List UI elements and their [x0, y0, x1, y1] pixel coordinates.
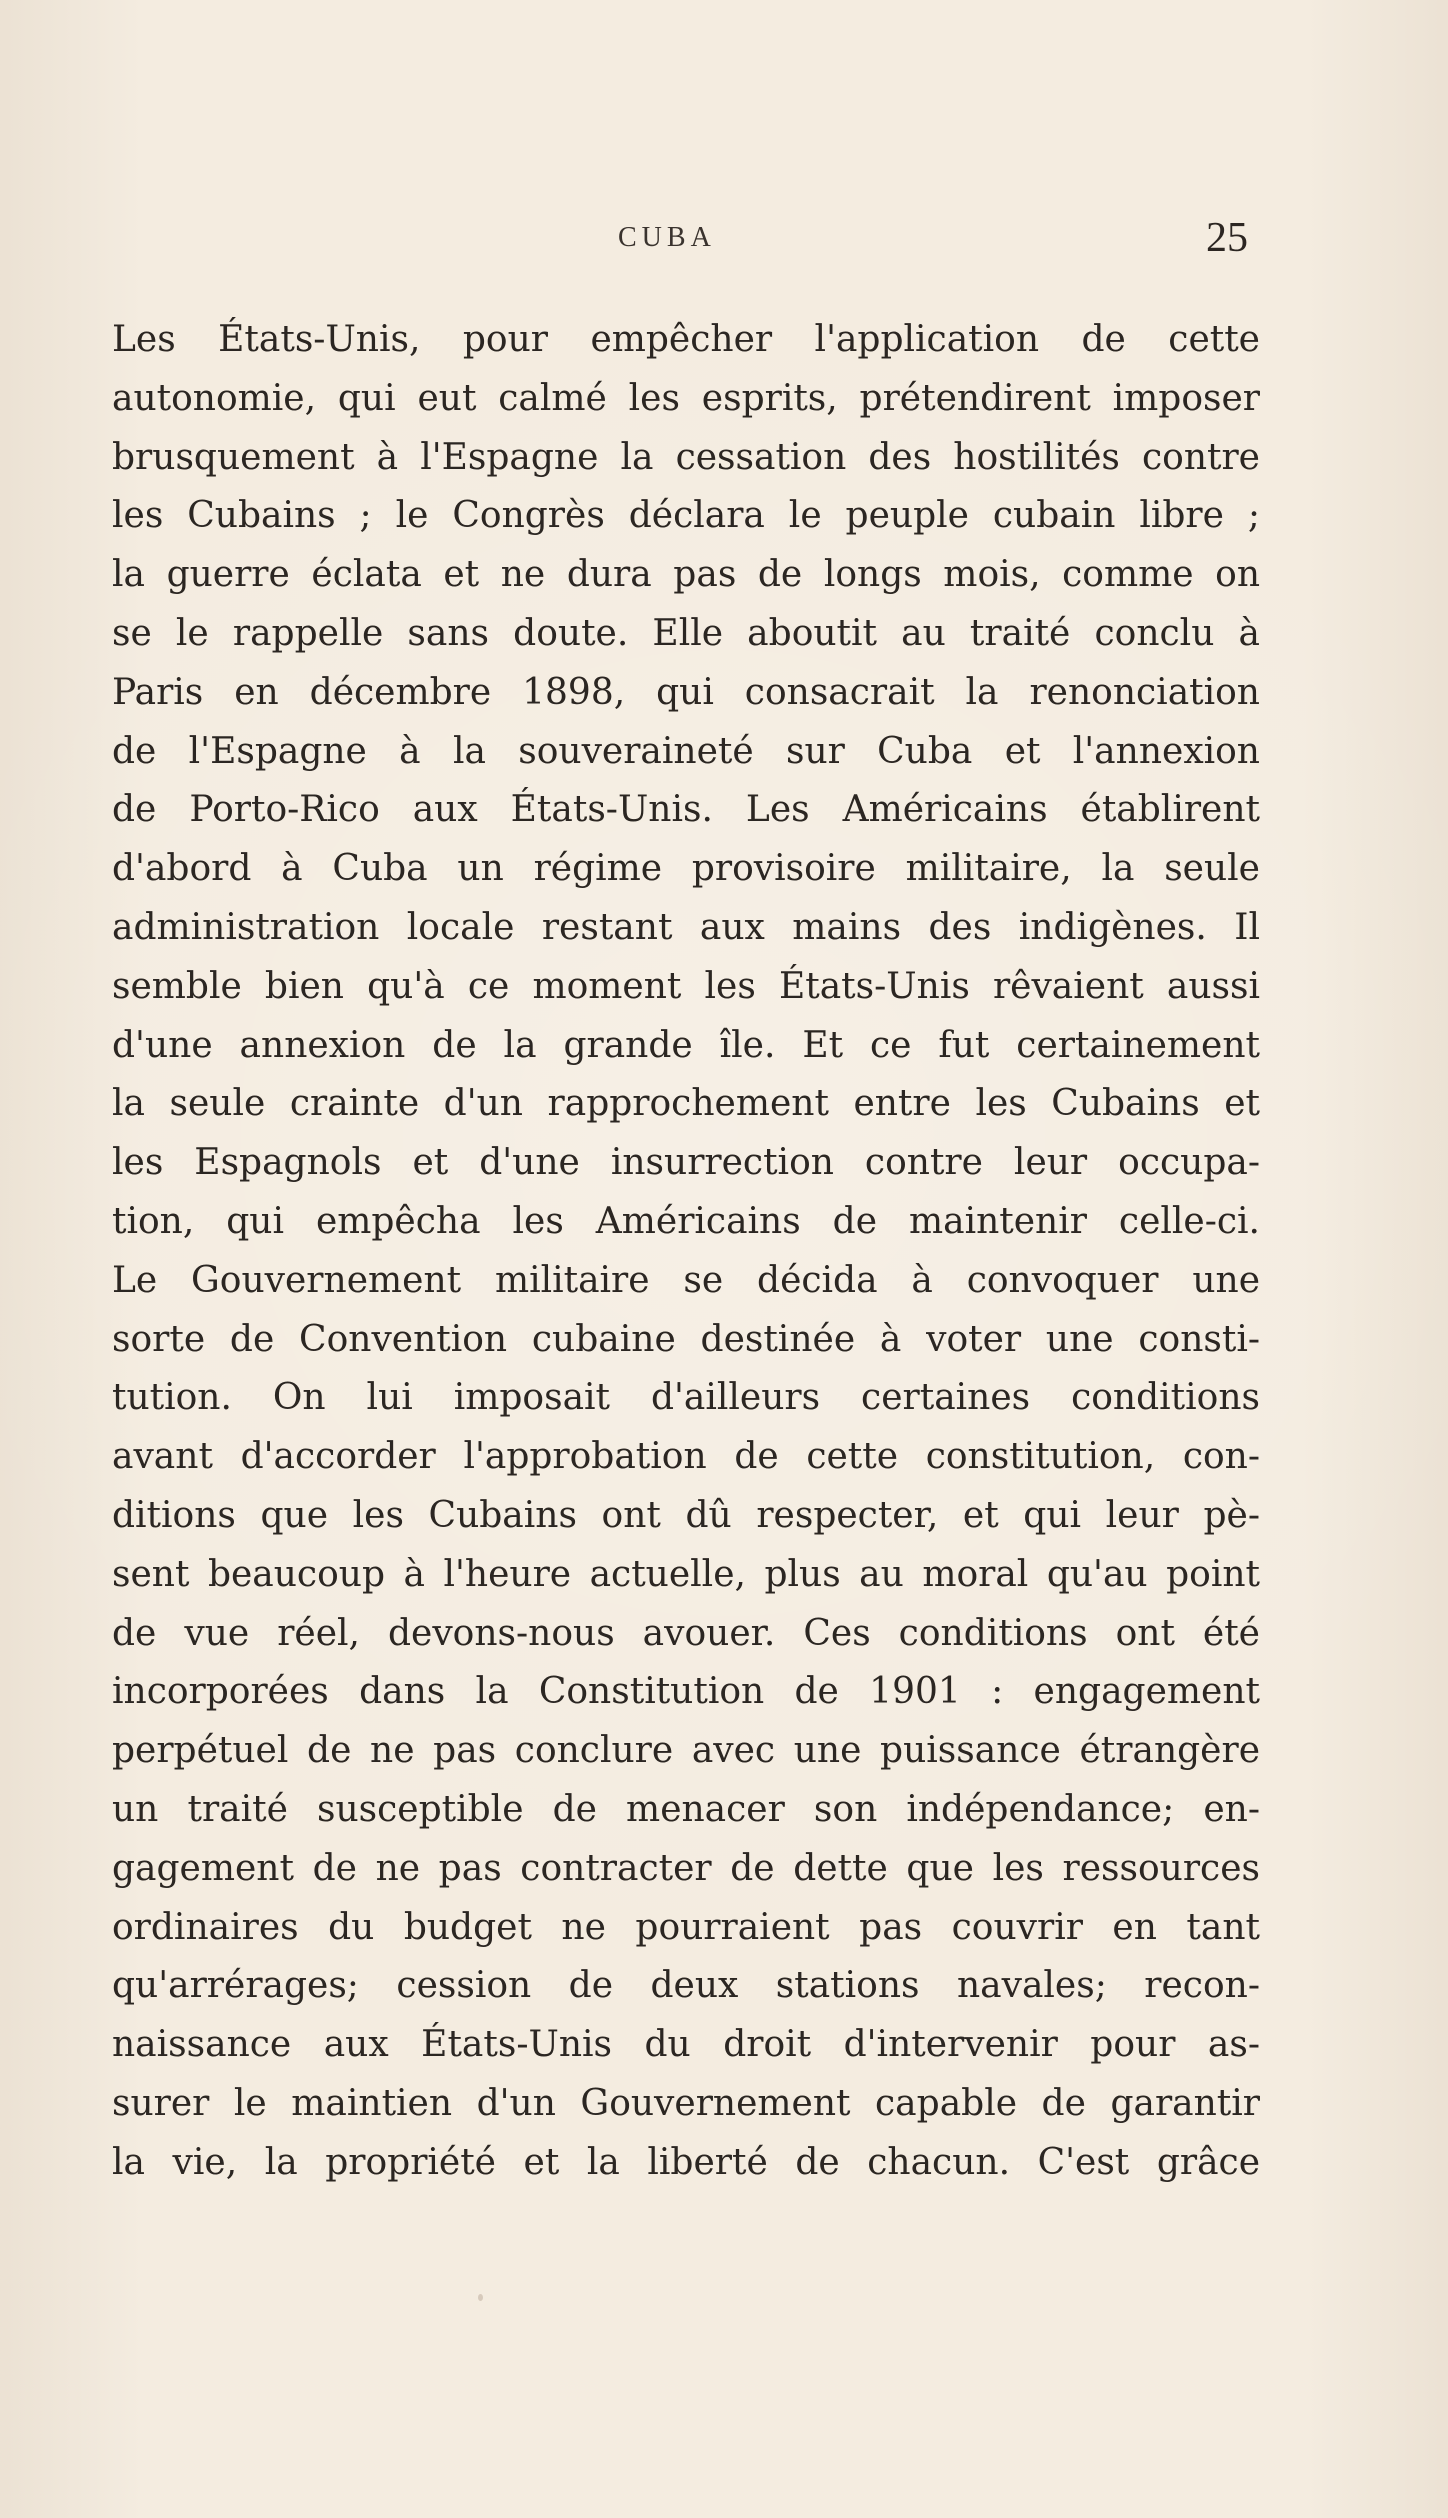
text-line: Paris en décembre 1898, qui consacrait la renonciation — [112, 671, 1260, 713]
body-text — [112, 311, 1260, 2193]
text-line: un traité susceptible de menacer son indépendance; en- — [112, 1788, 1260, 1830]
text-line: d'une annexion de la grande île. Et ce fut certainement — [112, 1024, 1260, 1066]
text-line: se le rappelle sans doute. Elle aboutit au traité conclu à — [112, 612, 1260, 654]
running-title: CUBA — [618, 222, 716, 253]
text-line: de l'Espagne à la souveraineté sur Cuba et l'annexion — [112, 730, 1260, 772]
text-line: autonomie, qui eut calmé les esprits, prétendirent imposer — [112, 377, 1260, 419]
text-line: incorporées dans la Constitution de 1901 : engagement — [112, 1671, 1260, 1713]
text-line: naissance aux États-Unis du droit d'intervenir pour as- — [112, 2024, 1260, 2066]
text-line: sorte de Convention cubaine destinée à voter une consti- — [112, 1318, 1260, 1360]
paper-speck — [478, 2294, 483, 2301]
text-line: surer le maintien d'un Gouvernement capable de garantir — [112, 2082, 1260, 2124]
text-line: les Cubains ; le Congrès déclara le peuple cubain libre ; — [112, 495, 1260, 537]
text-line: de Porto-Rico aux États-Unis. Les Américains établirent — [112, 789, 1260, 831]
text-line: avant d'accorder l'approbation de cette constitution, con- — [112, 1436, 1260, 1478]
text-line: la vie, la propriété et la liberté de chacun. C'est grâce — [112, 2141, 1260, 2183]
text-line: sent beaucoup à l'heure actuelle, plus au moral qu'au point — [112, 1553, 1260, 1595]
text-line: perpétuel de ne pas conclure avec une puissance étrangère — [112, 1730, 1260, 1772]
text-line: qu'arrérages; cession de deux stations navales; recon- — [112, 1965, 1260, 2007]
text-line: ditions que les Cubains ont dû respecter, et qui leur pè- — [112, 1494, 1260, 1536]
text-line: la seule crainte d'un rapprochement entre les Cubains et — [112, 1083, 1260, 1125]
text-line: la guerre éclata et ne dura pas de longs mois, comme on — [112, 554, 1260, 596]
text-line: de vue réel, devons-nous avouer. Ces conditions ont été — [112, 1612, 1260, 1654]
text-line: brusquement à l'Espagne la cessation des hostilités contre — [112, 436, 1260, 478]
text-line: semble bien qu'à ce moment les États-Unis rêvaient aussi — [112, 965, 1260, 1007]
text-line: tution. On lui imposait d'ailleurs certaines conditions — [112, 1377, 1260, 1419]
text-line: ordinaires du budget ne pourraient pas couvrir en tant — [112, 1906, 1260, 1948]
text-line: d'abord à Cuba un régime provisoire militaire, la seule — [112, 848, 1260, 890]
text-line: tion, qui empêcha les Américains de maintenir celle-ci. — [112, 1200, 1260, 1242]
text-line: les Espagnols et d'une insurrection contre leur occupa- — [112, 1142, 1260, 1184]
running-head — [0, 215, 1448, 262]
page-number: 25 — [1206, 215, 1248, 261]
text-line: administration locale restant aux mains des indigènes. Il — [112, 906, 1260, 948]
text-line: Les États-Unis, pour empêcher l'application de cette — [112, 319, 1260, 360]
text-line: gagement de ne pas contracter de dette que les ressources — [112, 1847, 1260, 1889]
text-line: Le Gouvernement militaire se décida à convoquer une — [112, 1259, 1260, 1301]
